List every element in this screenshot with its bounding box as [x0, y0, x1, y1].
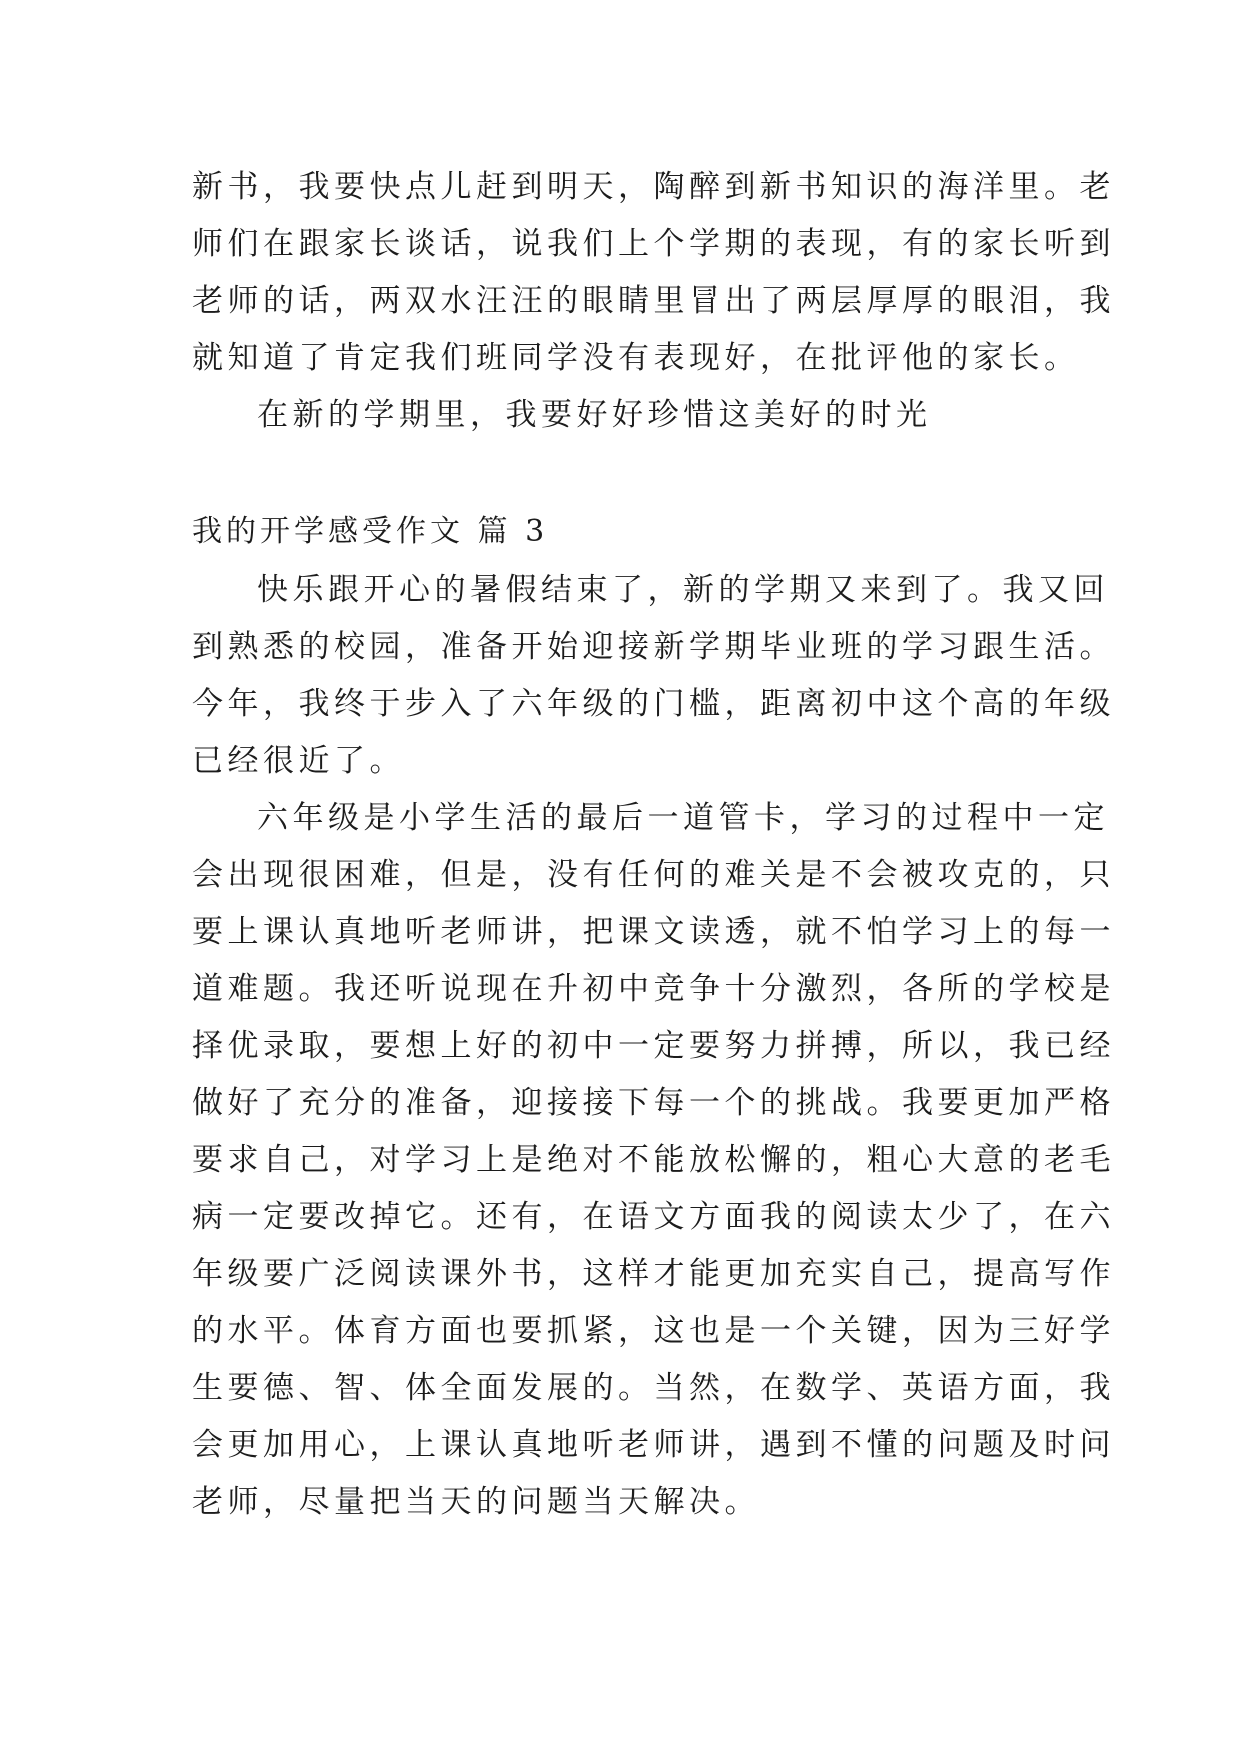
- paragraph-line: 生要德、智、体全面发展的。当然，在数学、英语方面，我: [192, 1370, 1115, 1406]
- paragraph-line: 已经很近了。: [192, 743, 405, 779]
- paragraph-line: 会更加用心，上课认真地听老师讲，遇到不懂的问题及时问: [192, 1427, 1115, 1463]
- paragraph-line: 会出现很困难，但是，没有任何的难关是不会被攻克的，只: [192, 857, 1115, 893]
- paragraph-line: 在新的学期里，我要好好珍惜这美好的时光: [257, 397, 932, 433]
- paragraph-line: 师们在跟家长谈话，说我们上个学期的表现，有的家长听到: [192, 226, 1115, 262]
- paragraph-line: 到熟悉的校园，准备开始迎接新学期毕业班的学习跟生活。: [192, 629, 1115, 665]
- paragraph-line: 病一定要改掉它。还有，在语文方面我的阅读太少了，在六: [192, 1199, 1115, 1235]
- paragraph-line: 年级要广泛阅读课外书，这样才能更加充实自己，提高写作: [192, 1256, 1115, 1292]
- paragraph-line: 今年，我终于步入了六年级的门槛，距离初中这个高的年级: [192, 686, 1115, 722]
- paragraph-line: 快乐跟开心的暑假结束了，新的学期又来到了。我又回: [257, 572, 1109, 608]
- paragraph-line: 老师，尽量把当天的问题当天解决。: [192, 1484, 760, 1520]
- paragraph-line: 要求自己，对学习上是绝对不能放松懈的，粗心大意的老毛: [192, 1142, 1115, 1178]
- paragraph-line: 新书，我要快点儿赶到明天，陶醉到新书知识的海洋里。老: [192, 169, 1115, 205]
- paragraph-line: 做好了充分的准备，迎接接下每一个的挑战。我要更加严格: [192, 1085, 1115, 1121]
- paragraph-line: 就知道了肯定我们班同学没有表现好，在批评他的家长。: [192, 340, 1080, 376]
- paragraph-line: 择优录取，要想上好的初中一定要努力拼搏，所以，我已经: [192, 1028, 1115, 1064]
- paragraph-line: 道难题。我还听说现在升初中竞争十分激烈，各所的学校是: [192, 971, 1115, 1007]
- paragraph-line: 的水平。体育方面也要抓紧，这也是一个关键，因为三好学: [192, 1313, 1115, 1349]
- paragraph-line: 要上课认真地听老师讲，把课文读透，就不怕学习上的每一: [192, 914, 1115, 950]
- paragraph-line: 老师的话，两双水汪汪的眼睛里冒出了两层厚厚的眼泪，我: [192, 283, 1115, 319]
- section-heading: 我的开学感受作文 篇 3: [192, 514, 549, 549]
- paragraph-line: 六年级是小学生活的最后一道管卡，学习的过程中一定: [257, 800, 1109, 836]
